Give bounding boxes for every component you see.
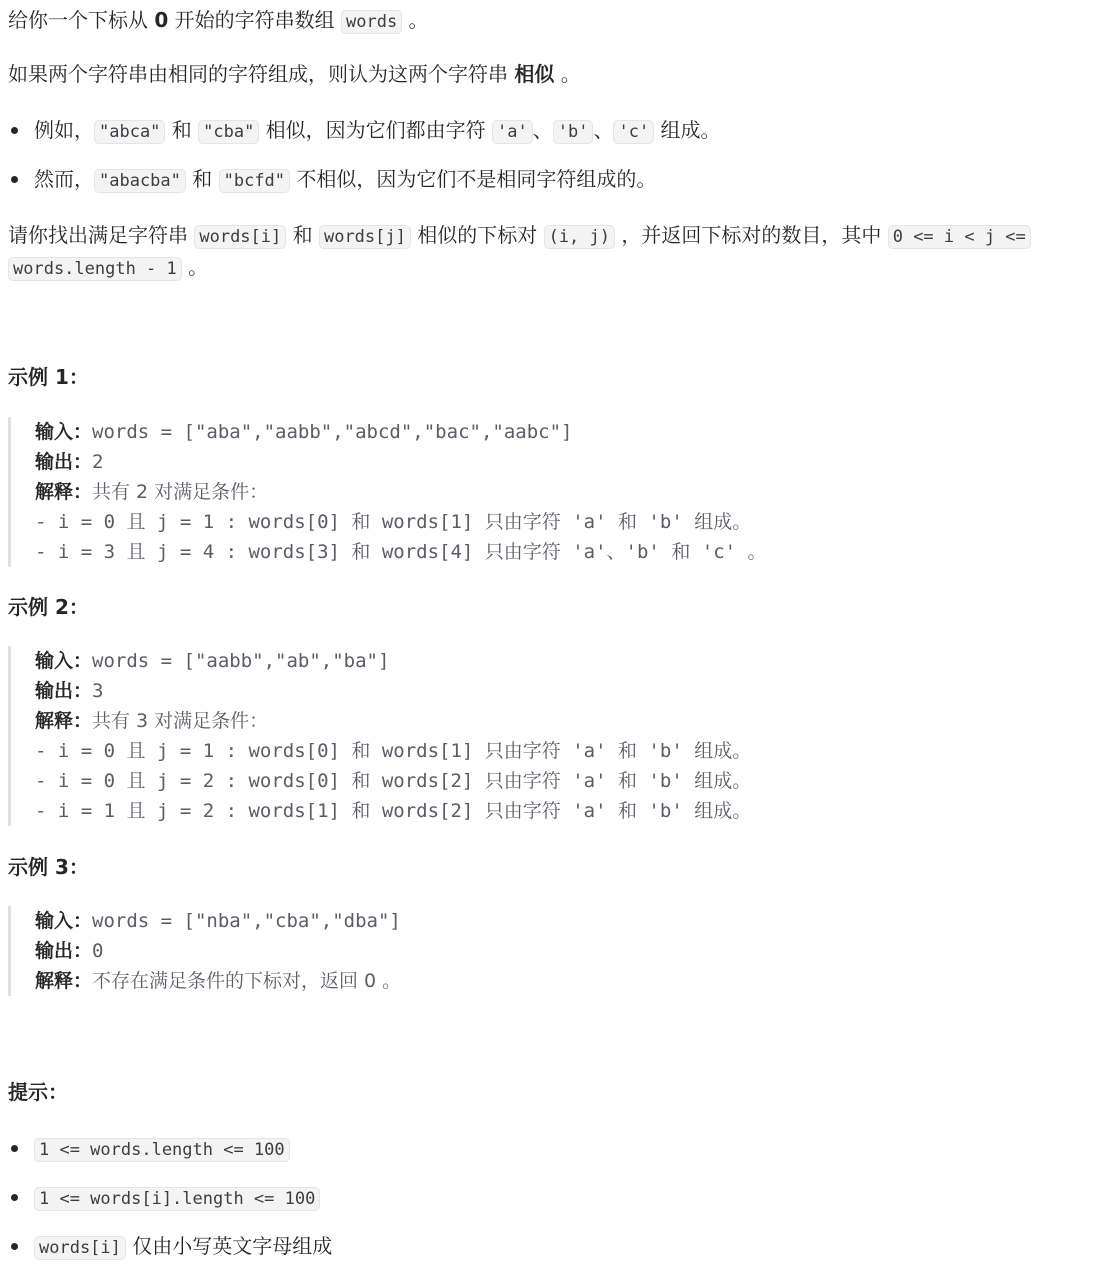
bullet-text: 、: [593, 118, 614, 142]
explain-text: 不存在满足条件的下标对，返回 0 。: [92, 970, 402, 992]
explain-detail: - i = 1 且 j = 2 : words[1] 和 words[2] 只由字符 'a' 和 'b' 组成。: [35, 800, 752, 822]
inline-code: "cba": [198, 120, 259, 144]
example-1-title: 示例 1：: [8, 365, 89, 389]
task-text: 相似的下标对: [410, 223, 544, 247]
example-input: [35, 906, 1068, 936]
inline-code: words: [341, 10, 402, 34]
bullet-text: 和: [165, 118, 199, 142]
example-output: [35, 676, 1068, 706]
input-label: 输入：: [35, 650, 93, 672]
bullet-text: 相似，因为它们都由字符: [259, 118, 493, 142]
intro-paragraph-1: [8, 5, 429, 37]
explain-text: 共有 3 对满足条件：: [92, 710, 269, 732]
input-value: words = ["nba","cba","dba"]: [92, 910, 401, 932]
hint-item: [8, 1182, 320, 1214]
intro-text: 给你一个下标从: [8, 8, 155, 32]
explain-detail: - i = 0 且 j = 1 : words[0] 和 words[1] 只由字符 'a' 和 'b' 组成。: [35, 740, 752, 762]
inline-code: 'b': [553, 120, 594, 144]
output-label: 输出：: [35, 940, 93, 962]
input-label: 输入：: [35, 910, 93, 932]
hint-item: [8, 1231, 332, 1263]
intro-bold-zero: 0: [154, 8, 169, 32]
input-value: words = ["aabb","ab","ba"]: [92, 650, 390, 672]
example-2-title: 示例 2：: [8, 595, 89, 619]
explain-label: 解释：: [35, 710, 93, 732]
output-label: 输出：: [35, 680, 93, 702]
input-label: 输入：: [35, 421, 93, 443]
example-explanation: [35, 706, 1068, 736]
explain-detail: - i = 0 且 j = 2 : words[0] 和 words[2] 只由字符 'a' 和 'b' 组成。: [35, 770, 752, 792]
inline-code: 1 <= words[i].length <= 100: [34, 1187, 320, 1211]
explain-text: 共有 2 对满足条件：: [92, 481, 269, 503]
inline-code: words.length - 1: [8, 257, 182, 281]
intro-text: 。: [402, 8, 429, 32]
task-text: 请你找出满足字符串: [8, 223, 195, 247]
hint-text: 仅由小写英文字母组成: [125, 1234, 333, 1258]
inline-code: "abca": [94, 120, 165, 144]
output-value: 0: [92, 940, 104, 962]
bullet-text: 、: [532, 118, 553, 142]
bullet-counterexample: [8, 164, 656, 196]
bullet-text: 例如，: [34, 118, 94, 142]
bullet-text: 然而，: [34, 167, 94, 191]
explain-label: 解释：: [35, 481, 93, 503]
example-input: [35, 417, 1068, 447]
example-explanation: [35, 477, 1068, 507]
example-explanation: [35, 966, 1068, 996]
task-text: ，并返回下标对的数目，其中: [615, 223, 888, 247]
inline-code: words[i]: [34, 1236, 126, 1260]
intro-text: 如果两个字符串由相同的字符组成，则认为这两个字符串: [8, 62, 515, 86]
example-3-block: [8, 906, 1068, 996]
explain-detail: - i = 0 且 j = 1 : words[0] 和 words[1] 只由字符 'a' 和 'b' 组成。: [35, 511, 752, 533]
example-output: [35, 447, 1068, 477]
output-value: 2: [92, 451, 104, 473]
intro-paragraph-2: [8, 59, 581, 89]
intro-text: 开始的字符串数组: [168, 8, 341, 32]
task-text: 和: [286, 223, 319, 247]
inline-code: "abacba": [94, 169, 186, 193]
example-output: [35, 936, 1068, 966]
task-paragraph-line-1: [8, 220, 1031, 252]
bullet-text: 和: [185, 167, 219, 191]
inline-code: 'a': [492, 120, 533, 144]
input-value: words = ["aba","aabb","abcd","bac","aabc"]: [92, 421, 573, 443]
output-value: 3: [92, 680, 104, 702]
inline-code: (i, j): [544, 225, 615, 249]
inline-code: 'c': [613, 120, 654, 144]
example-input: [35, 646, 1068, 676]
task-paragraph-line-2: [8, 252, 208, 284]
bullet-text: 不相似，因为它们不是相同字符组成的。: [290, 167, 657, 191]
hints-title: 提示：: [8, 1080, 68, 1104]
inline-code: words[i]: [194, 225, 286, 249]
explain-detail: - i = 3 且 j = 4 : words[3] 和 words[4] 只由字符 'a'、'b' 和 'c' 。: [35, 541, 767, 563]
explain-label: 解释：: [35, 970, 93, 992]
example-3-title: 示例 3：: [8, 855, 89, 879]
inline-code: words[j]: [319, 225, 411, 249]
hint-item: [8, 1133, 290, 1165]
intro-bold-similar: 相似: [514, 62, 555, 86]
bullet-example: [8, 115, 721, 147]
intro-text: 。: [554, 62, 581, 86]
bullet-text: 组成。: [654, 118, 721, 142]
inline-code: "bcfd": [219, 169, 290, 193]
example-1-block: [8, 417, 1068, 567]
output-label: 输出：: [35, 451, 93, 473]
inline-code: 0 <= i < j <=: [888, 225, 1031, 249]
task-text: 。: [181, 255, 209, 279]
inline-code: 1 <= words.length <= 100: [34, 1138, 290, 1162]
example-2-block: [8, 646, 1068, 826]
